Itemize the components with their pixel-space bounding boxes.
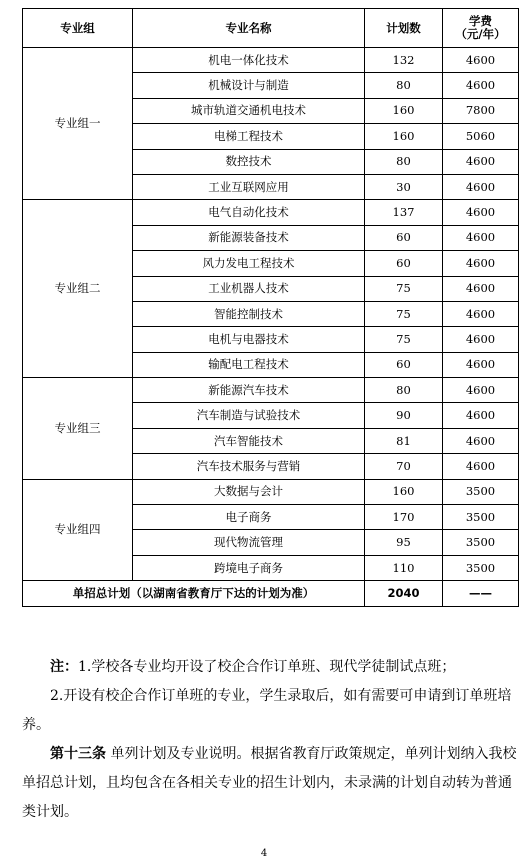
group-cell: 专业组一 [23,48,133,200]
plan-cell: 80 [365,73,443,98]
plan-cell: 90 [365,403,443,428]
fee-cell: 3500 [443,505,519,530]
header-fee-label: 学费 [469,14,492,28]
major-cell: 输配电工程技术 [133,352,365,377]
table-body [23,48,519,581]
header-fee-unit: （元/年） [455,27,506,41]
fee-cell: 3500 [443,530,519,555]
plan-cell: 160 [365,479,443,504]
major-cell: 风力发电工程技术 [133,251,365,276]
enrollment-plan-table [22,8,519,607]
fee-cell: 4600 [443,301,519,326]
major-cell: 现代物流管理 [133,530,365,555]
group-cell: 专业组二 [23,200,133,378]
major-cell: 新能源装备技术 [133,225,365,250]
plan-cell: 110 [365,555,443,580]
header-fee [443,9,519,48]
major-cell: 机械设计与制造 [133,73,365,98]
fee-cell: 4600 [443,276,519,301]
major-cell: 跨境电子商务 [133,555,365,580]
plan-cell: 75 [365,301,443,326]
major-cell: 汽车智能技术 [133,428,365,453]
note-lead: 注： [50,659,78,675]
major-cell: 电梯工程技术 [133,124,365,149]
fee-cell: 4600 [443,428,519,453]
major-cell: 大数据与会计 [133,479,365,504]
fee-cell: 4600 [443,454,519,479]
table-header-row [23,9,519,48]
fee-cell: 4600 [443,403,519,428]
table-row [23,479,519,504]
total-row [23,581,519,607]
major-cell: 电机与电器技术 [133,327,365,352]
major-cell: 机电一体化技术 [133,48,365,73]
plan-cell: 60 [365,352,443,377]
header-plan: 计划数 [365,9,443,48]
fee-cell: 3500 [443,479,519,504]
total-fee: —— [443,581,519,607]
article-13-text: 单列计划及专业说明。根据省教育厅政策规定，单列计划纳入我校单招总计划，且均包含在各相关专业的招生计划内，未录满的计划自动转为普通类计划。 [22,746,517,820]
fee-cell: 4600 [443,251,519,276]
total-plan: 2040 [365,581,443,607]
major-cell: 汽车制造与试验技术 [133,403,365,428]
plan-cell: 95 [365,530,443,555]
table-row [23,378,519,403]
major-cell: 汽车技术服务与营销 [133,454,365,479]
fee-cell: 4600 [443,73,519,98]
major-cell: 电子商务 [133,505,365,530]
fee-cell: 4600 [443,352,519,377]
note-1 [22,653,518,682]
article-13 [22,740,518,827]
major-cell: 城市轨道交通机电技术 [133,98,365,123]
plan-cell: 75 [365,327,443,352]
plan-cell: 30 [365,174,443,199]
major-cell: 工业互联网应用 [133,174,365,199]
major-cell: 新能源汽车技术 [133,378,365,403]
plan-cell: 80 [365,149,443,174]
plan-cell: 132 [365,48,443,73]
major-cell: 电气自动化技术 [133,200,365,225]
fee-cell: 4600 [443,327,519,352]
plan-cell: 137 [365,200,443,225]
plan-cell: 60 [365,225,443,250]
fee-cell: 4600 [443,48,519,73]
plan-cell: 80 [365,378,443,403]
plan-cell: 75 [365,276,443,301]
table-row [23,200,519,225]
fee-cell: 4600 [443,200,519,225]
group-cell: 专业组四 [23,479,133,581]
plan-cell: 81 [365,428,443,453]
total-label: 单招总计划（以湖南省教育厅下达的计划为准） [23,581,365,607]
plan-cell: 160 [365,98,443,123]
plan-cell: 60 [365,251,443,276]
table-row [23,48,519,73]
plan-cell: 170 [365,505,443,530]
major-cell: 工业机器人技术 [133,276,365,301]
header-major: 专业名称 [133,9,365,48]
plan-cell: 160 [365,124,443,149]
group-cell: 专业组三 [23,378,133,480]
fee-cell: 5060 [443,124,519,149]
page-number: 4 [260,848,268,859]
fee-cell: 3500 [443,555,519,580]
note-1-text: 1.学校各专业均开设了校企合作订单班、现代学徒制试点班； [78,659,456,675]
note-2: 2.开设有校企合作订单班的专业，学生录取后，如有需要可申请到订单班培养。 [22,688,512,733]
fee-cell: 4600 [443,378,519,403]
fee-cell: 7800 [443,98,519,123]
major-cell: 智能控制技术 [133,301,365,326]
fee-cell: 4600 [443,174,519,199]
fee-cell: 4600 [443,149,519,174]
major-cell: 数控技术 [133,149,365,174]
header-group: 专业组 [23,9,133,48]
article-13-lead: 第十三条 [50,746,106,762]
plan-cell: 70 [365,454,443,479]
fee-cell: 4600 [443,225,519,250]
